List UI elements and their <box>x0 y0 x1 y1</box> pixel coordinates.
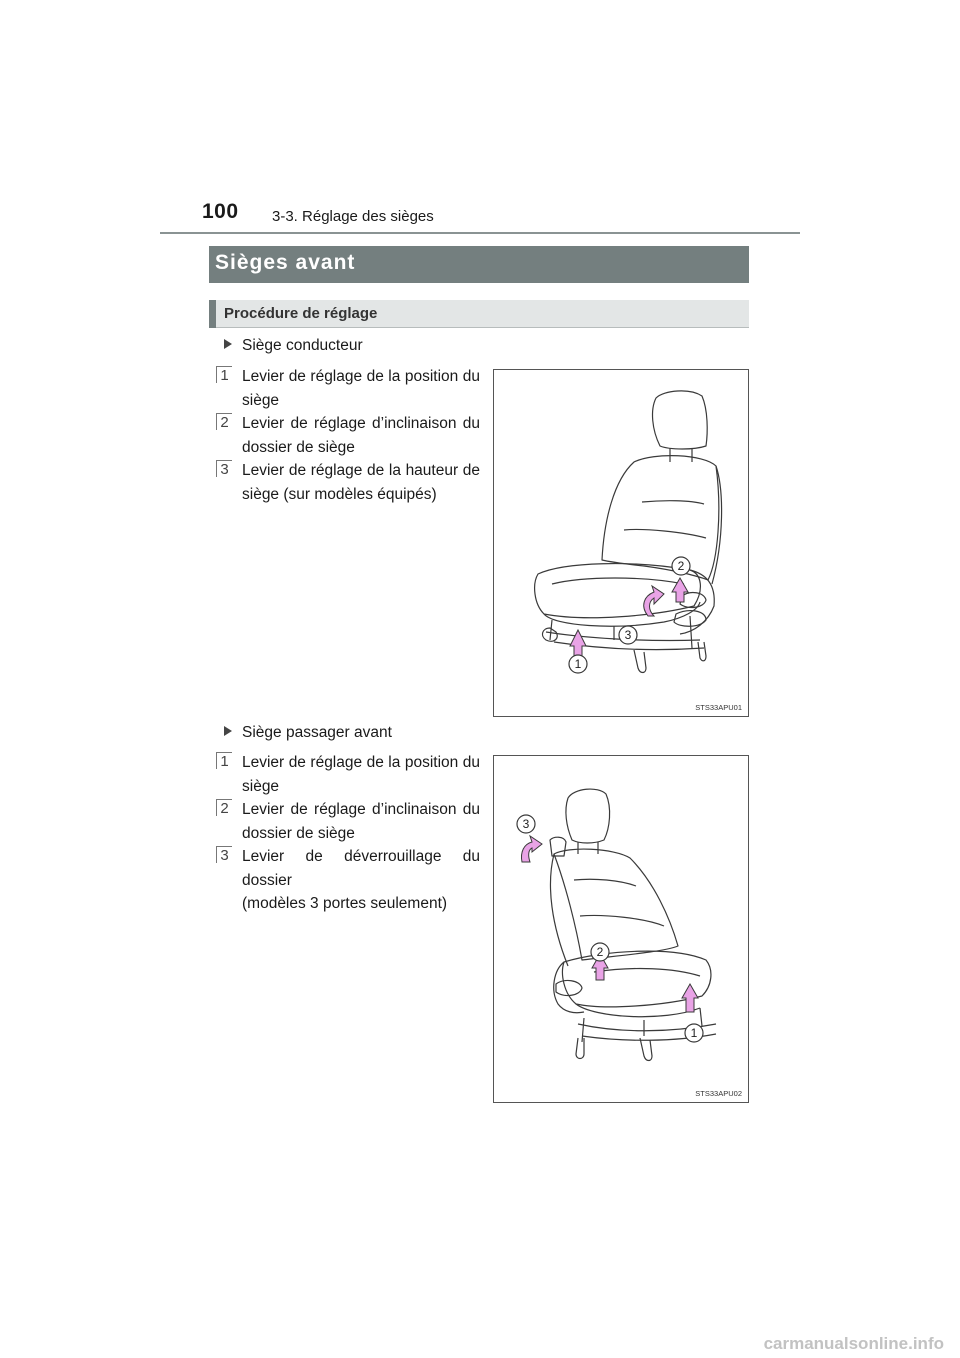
callout-2: 2 <box>677 559 685 573</box>
passenger-item-3-note <box>216 892 480 916</box>
callout-3: 3 <box>624 628 632 642</box>
item-number: 2 <box>216 413 232 430</box>
item-number: 3 <box>216 846 232 863</box>
driver-item-2 <box>216 412 480 460</box>
item-number: 1 <box>216 752 232 769</box>
driver-item-1 <box>216 365 480 413</box>
item-text: Levier de réglage de la hauteur de siège (sur modèles équipés) <box>242 462 480 503</box>
arrow-3 <box>644 586 664 616</box>
item-text: Levier de réglage de la position du siège <box>242 754 480 795</box>
driver-seat-figure <box>493 369 749 717</box>
driver-seat-heading <box>224 337 363 355</box>
passenger-item-3 <box>216 845 480 893</box>
callout-2: 2 <box>596 945 604 959</box>
arrow-1 <box>682 984 698 1012</box>
callout-1: 1 <box>574 657 582 671</box>
arrow-3 <box>521 836 542 862</box>
watermark: carmanualsonline.info <box>763 1334 944 1353</box>
page-number: 100 <box>202 200 239 223</box>
passenger-seat-figure <box>493 755 749 1103</box>
item-text: (modèles 3 portes seulement) <box>242 895 448 912</box>
figure-code: STS33APU02 <box>695 1089 742 1098</box>
item-text: Levier de réglage de la position du siège <box>242 368 480 409</box>
item-number: 2 <box>216 799 232 816</box>
driver-item-3 <box>216 459 480 507</box>
item-number: 3 <box>216 460 232 477</box>
item-text: Levier de réglage d’inclinaison du dossier de siège <box>242 415 480 456</box>
header-rule <box>160 232 800 234</box>
triangle-bullet-icon <box>224 726 232 736</box>
driver-seat-illustration <box>494 370 748 716</box>
passenger-item-2 <box>216 798 480 846</box>
passenger-seat-illustration <box>494 756 748 1102</box>
item-number: 1 <box>216 366 232 383</box>
driver-seat-label: Siège conducteur <box>242 337 363 354</box>
chapter-title: 3-3. Réglage des sièges <box>272 208 434 225</box>
passenger-item-1 <box>216 751 480 799</box>
section-banner <box>209 246 749 283</box>
section-title: Sièges avant <box>215 251 356 274</box>
callout-1: 1 <box>690 1026 698 1040</box>
subsection-title: Procédure de réglage <box>224 305 378 322</box>
triangle-bullet-icon <box>224 339 232 349</box>
passenger-seat-heading <box>224 724 392 742</box>
item-text: Levier de réglage d’inclinaison du dossier de siège <box>242 801 480 842</box>
item-text: Levier de déverrouillage du dossier <box>242 848 480 889</box>
subsection-banner <box>209 300 749 328</box>
arrow-2 <box>672 578 688 602</box>
subsection-bar <box>209 300 216 328</box>
figure-code: STS33APU01 <box>695 703 742 712</box>
callout-3: 3 <box>522 817 530 831</box>
passenger-seat-label: Siège passager avant <box>242 724 392 741</box>
